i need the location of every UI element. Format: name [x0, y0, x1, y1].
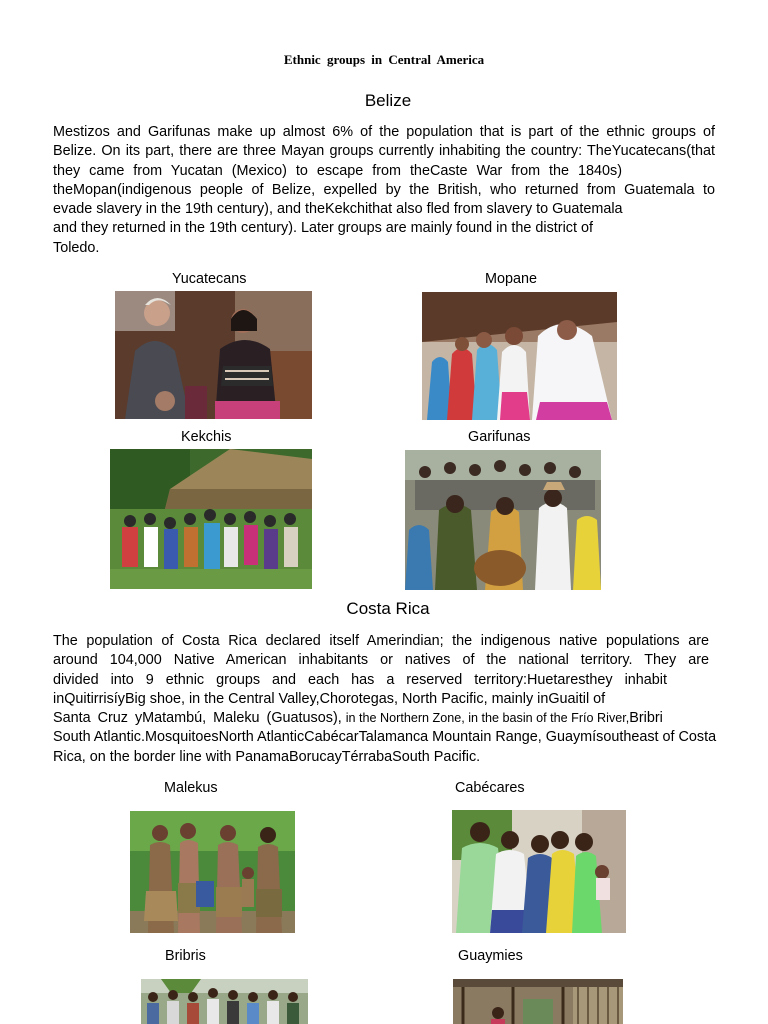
belize-paragraph [53, 123, 715, 258]
belize-line: theMopan(indigenous people of Belize, expelled by the British, who returned from Guatemala to [53, 181, 715, 198]
photo-caption-garifunas: Garifunas [468, 429, 531, 445]
photo-caption-cabecares: Cabécares [455, 780, 525, 796]
belize-line: Toledo. [53, 239, 100, 256]
photo-malekus [130, 811, 295, 933]
costa-rica-line: divided into 9 ethnic groups and each has a reserved territory:Huetaresthey inhabit [53, 671, 667, 688]
costa-rica-heading: Costa Rica [346, 599, 430, 618]
photo-caption-mopane: Mopane [485, 271, 538, 287]
photo-kekchis [110, 449, 312, 589]
photo-guaymies [453, 979, 623, 1024]
costa-rica-line-part: Santa Cruz yMatambú, Maleku (Guatusos), [53, 710, 342, 727]
costa-rica-paragraph [53, 632, 717, 767]
photo-garifunas [405, 450, 601, 590]
costa-rica-line-part: Bribri [629, 710, 663, 727]
photo-caption-guaymies: Guaymies [458, 948, 523, 964]
belize-line: they came from Yucatan (Mexico) to escape from theCaste War from the 1840s) [53, 162, 622, 179]
document-title: Ethnic groups in Central America [283, 52, 485, 67]
photo-caption-bribris: Bribris [165, 948, 206, 964]
belize-line: Mestizos and Garifunas make up almost 6% of the population that is part of the ethnic groups of [53, 124, 715, 140]
costa-rica-line-mixed [53, 709, 709, 728]
costa-rica-line-part-small: in the Northern Zone, in the basin of the Frío River, [345, 711, 630, 726]
photo-mopane [422, 292, 617, 420]
costa-rica-line: The population of Costa Rica declared itself Amerindian; the indigenous native populations are [53, 633, 709, 649]
costa-rica-line: Rica, on the border line with PanamaBorucayTérrabaSouth Pacific. [53, 748, 481, 765]
photo-caption-malekus: Malekus [164, 780, 218, 796]
costa-rica-line: around 104,000 Native American inhabitants or natives of the national territory. They are [53, 652, 709, 669]
costa-rica-line: inQuitirrisíyBig shoe, in the Central Valley,Chorotegas, North Pacific, mainly inGuaitil of [53, 690, 606, 707]
belize-heading: Belize [364, 91, 412, 110]
belize-line: Belize. On its part, there are three Mayan groups currently inhabiting the country: TheYucatecans(that [53, 143, 715, 160]
photo-caption-yucatecans: Yucatecans [172, 271, 247, 287]
photo-yucatecans [115, 291, 312, 419]
photo-cabecares [452, 810, 626, 933]
belize-line: evade slavery in the 19th century), and theKekchithat also fled from slavery to Guatemala [53, 201, 623, 218]
photo-bribris [141, 979, 308, 1024]
photo-caption-kekchis: Kekchis [181, 429, 232, 445]
costa-rica-line: South Atlantic.MosquitoesNorth AtlanticCabécarTalamanca Mountain Range, Guaymísoutheast of Costa [53, 729, 717, 746]
belize-line: and they returned in the 19th century). Later groups are mainly found in the district of [53, 220, 593, 237]
